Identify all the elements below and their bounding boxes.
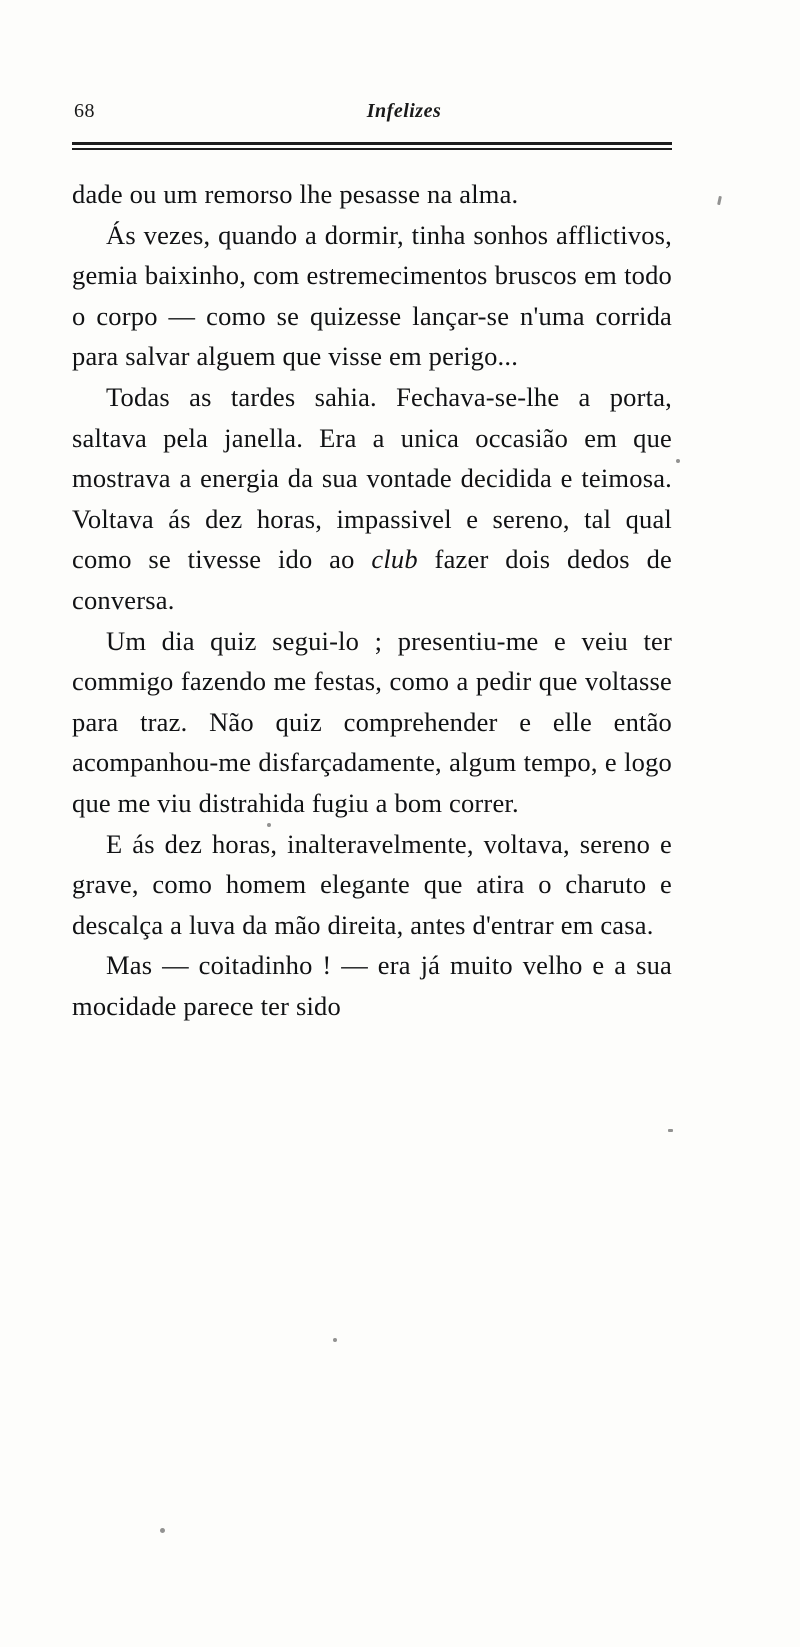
- text-run: Mas — coitadinho ! — era já muito velho e a sua mocidade parece ter sido: [72, 950, 672, 1021]
- text-run: Um dia quiz segui-lo ; presentiu-me e veiu ter commigo fazendo me festas, como a pedir que voltasse para traz. Não quiz comprehender e elle então acompanhou-me disfarçadamente, algum tempo, e logo que me viu distrahida fugiu a bom correr.: [72, 625, 672, 818]
- page-content: [72, 100, 676, 1026]
- paragraph: [72, 621, 672, 824]
- text-run: Ás vezes, quando a dormir, tinha sonhos afflictivos, gemia baixinho, com estremecimentos bruscos em todo o corpo — como se quizesse lançar-se n'uma corrida para salvar alguem que visse em perigo...: [72, 219, 672, 372]
- text-run: fazer dois dedos de conversa.: [72, 544, 672, 615]
- scan-speck: [668, 1129, 673, 1132]
- text-run: Todas as tardes sahia. Fechava-se-lhe a porta, saltava pela janella. Era a unica occasião em que mostrava a energia da sua vontade decidida e teimosa. Voltava ás dez horas, impassivel e sereno, tal qual como se tivesse ido ao: [72, 381, 672, 575]
- page-number: 68: [74, 100, 95, 122]
- scan-speck: [160, 1528, 165, 1533]
- header-rule-thin: [72, 148, 672, 150]
- paragraph: [72, 174, 672, 215]
- paragraph: [72, 824, 672, 946]
- text-run: dade ou um remorso lhe pesasse na alma.: [72, 179, 519, 209]
- italic-run: club: [371, 544, 418, 575]
- paragraph: [72, 945, 672, 1026]
- running-title: Infelizes: [366, 100, 442, 122]
- scan-speck: [676, 459, 680, 463]
- scan-speck: [333, 1338, 337, 1342]
- header-rule: [72, 142, 672, 150]
- scan-speck: [717, 196, 722, 205]
- scan-speck: [267, 823, 271, 827]
- page-header: [72, 100, 676, 134]
- body-text: [72, 174, 672, 1026]
- paragraph: [72, 215, 672, 377]
- text-run: E ás dez horas, inalteravelmente, voltava, sereno e grave, como homem elegante que atira o charuto e descalça a luva da mão direita, antes d'entrar em casa.: [72, 828, 672, 940]
- paragraph: [72, 377, 672, 621]
